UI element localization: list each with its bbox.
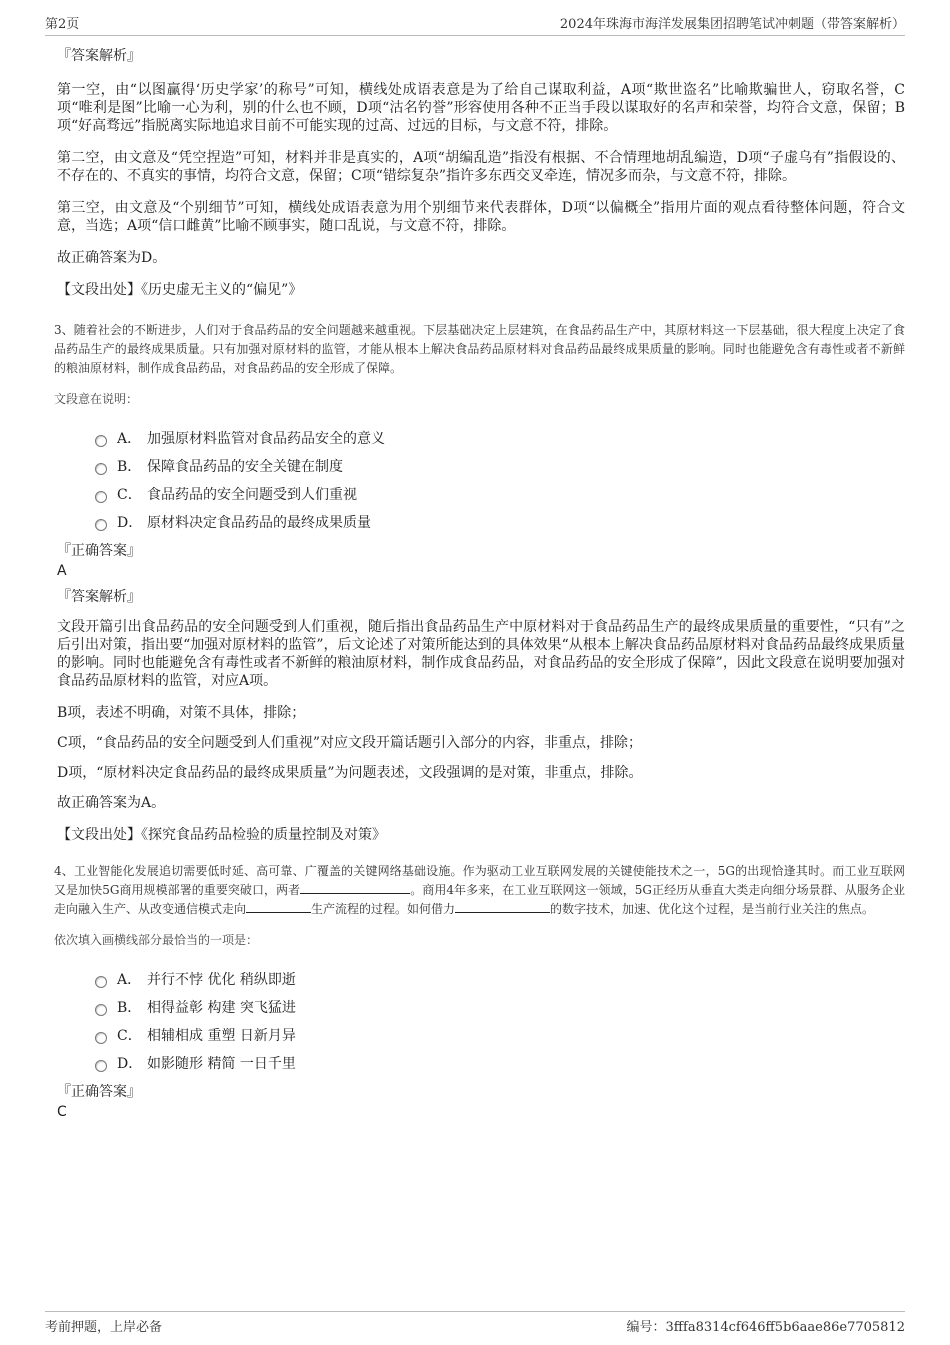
radio-button-icon[interactable] [95, 491, 107, 503]
stem-text: 生产流程的过程。如何借力 [311, 902, 456, 916]
radio-button-icon[interactable] [95, 1032, 107, 1044]
fill-blank-2 [246, 900, 311, 913]
option-text: 加强原材料监管对食品药品安全的意义 [147, 431, 385, 447]
question-prompt: 依次填入画横线部分最恰当的一项是： [54, 933, 259, 947]
analysis-paragraph: 第三空，由文意及“个别细节”可知，横线处成语表意为用个别细节来代表群体，D项“以偏概全”指用片面的观点看待整体问题，符合文意，当选；A项“信口雌黄”比喻不顾事实，随口乱说，与文意不符，排除。 [57, 200, 905, 234]
option-text: 食品药品的安全问题受到人们重视 [147, 487, 357, 503]
final-answer-line: 故正确答案为D。 [57, 250, 167, 266]
analysis-paragraph: 第一空，由“以图赢得‘历史学家’的称号”可知，横线处成语表意是为了给自己谋取利益，A项“欺世盗名”比喻欺骗世人，窃取名誉，C项“唯利是图”比喻一心为利，别的什么也不顾，D项“沽名钓誉”形容使用各种不正当手段以谋取好的名声和荣誉，均符合文意，保留；B项“好高骛远”指脱离实际地追求目前不可能实现的过高、过远的目标，与文意不符，排除。 [57, 82, 905, 134]
option-text: 原材料决定食品药品的最终成果质量 [147, 515, 371, 531]
option-text: 如影随形 精简 一日千里 [147, 1056, 296, 1072]
option-letter: A． [117, 431, 142, 447]
option-list [95, 965, 905, 1077]
option-letter: D． [117, 515, 143, 531]
passage-source: 【文段出处】《历史虚无主义的“偏见”》 [57, 282, 303, 298]
question-stem: 3、随着社会的不断进步，人们对于食品药品的安全问题越来越重视。下层基础决定上层建筑，在食品药品生产中，其原材料这一下层基础，很大程度上决定了食品药品生产的最终成果质量。只有加强对原材料的监管，才能从根本上解决食品药品原材料对食品药品最终成果质量的影响。同时也能避免含有毒性或者不新鲜的粮油原材料，制作成食品药品，对食品药品的安全形成了保障。 [54, 323, 905, 375]
option-a[interactable] [95, 965, 905, 993]
page-header [45, 12, 905, 36]
radio-button-icon[interactable] [95, 1004, 107, 1016]
analysis-heading: 『答案解析』 [57, 48, 141, 64]
fill-blank-3 [455, 900, 550, 913]
correct-answer: A [57, 563, 67, 579]
correct-answer: C [57, 1104, 67, 1120]
page-number: 第2页 [45, 17, 80, 32]
radio-button-icon[interactable] [95, 435, 107, 447]
option-b[interactable] [95, 993, 905, 1021]
stem-text: 的数字技术，加速、优化这个过程，是当前行业关注的焦点。 [550, 902, 875, 916]
option-d[interactable] [95, 508, 905, 536]
option-text: 相辅相成 重塑 日新月异 [147, 1028, 296, 1044]
fill-blank-1 [300, 881, 410, 894]
final-answer-line: 故正确答案为A。 [57, 795, 166, 811]
radio-button-icon[interactable] [95, 463, 107, 475]
passage-source: 【文段出处】《探究食品药品检验的质量控制及对策》 [57, 827, 386, 843]
analysis-paragraph: B项，表述不明确，对策不具体，排除； [57, 705, 306, 721]
option-letter: B． [117, 459, 142, 475]
option-list [95, 424, 905, 536]
radio-button-icon[interactable] [95, 519, 107, 531]
option-letter: D． [117, 1056, 143, 1072]
radio-button-icon[interactable] [95, 1060, 107, 1072]
option-text: 保障食品药品的安全关键在制度 [147, 459, 343, 475]
stem-text: 。商用4年多来，在工业互联网这一领域，5G正经历从垂直大类走向细分场景群、从服务企业走向融入生产、从改变通信模式走向 [54, 883, 906, 916]
option-d[interactable] [95, 1049, 905, 1077]
question-stem [54, 862, 905, 919]
document-id: 编号：3fffa8314cf646ff5b6aae86e7705812 [626, 1320, 905, 1335]
document-title: 2024年珠海市海洋发展集团招聘笔试冲刺题（带答案解析） [559, 17, 905, 32]
correct-answer-heading: 『正确答案』 [57, 543, 141, 559]
option-c[interactable] [95, 480, 905, 508]
page-content [54, 47, 906, 1129]
option-a[interactable] [95, 424, 905, 452]
correct-answer-heading: 『正确答案』 [57, 1084, 141, 1100]
analysis-heading: 『答案解析』 [57, 589, 141, 605]
analysis-paragraph: D项，“原材料决定食品药品的最终成果质量”为问题表述，文段强调的是对策，非重点，排除。 [57, 765, 643, 781]
option-letter: C． [117, 487, 142, 503]
option-text: 相得益彰 构建 突飞猛进 [147, 1000, 296, 1016]
option-b[interactable] [95, 452, 905, 480]
radio-button-icon[interactable] [95, 976, 107, 988]
analysis-paragraph: 文段开篇引出食品药品的安全问题受到人们重视，随后指出食品药品生产中原材料对于食品药品生产的最终成果质量的重要性，“只有”之后引出对策，指出要“加强对原材料的监管”，后文论述了对策所能达到的具体效果“从根本上解决食品药品原材料对食品药品最终成果质量的影响。同时也能避免含有毒性或者不新鲜的粮油原材料，制作成食品药品，对食品药品的安全形成了保障”，因此文段意在说明要加强对食品药品原材料的监管，对应A项。 [57, 619, 905, 689]
question-prompt: 文段意在说明： [54, 392, 139, 406]
footer-slogan: 考前押题，上岸必备 [45, 1320, 163, 1335]
option-c[interactable] [95, 1021, 905, 1049]
analysis-paragraph: C项，“食品药品的安全问题受到人们重视”对应文段开篇话题引入部分的内容，非重点，排除； [57, 735, 643, 751]
option-letter: A． [117, 972, 142, 988]
option-text: 并行不悖 优化 稍纵即逝 [147, 972, 296, 988]
page-footer [45, 1311, 905, 1335]
analysis-paragraph: 第二空，由文意及“凭空捏造”可知，材料并非是真实的，A项“胡编乱造”指没有根据、不合情理地胡乱编造，D项“子虚乌有”指假设的、不存在的、不真实的事情，均符合文意，保留；C项“错综复杂”指许多东西交叉牵连，情况多而杂，与文意不符，排除。 [57, 150, 905, 184]
option-letter: B． [117, 1000, 142, 1016]
stem-text: 4、工业智能化发展追切需要低时延、高可靠、广覆盖的关键网络基础设施。作为驱动工业互联网发展的关键使能技术之一，5G的出现恰逢其时。而工业互联网又是加快5G商用规模部署的重要突破口，两者 [54, 864, 905, 897]
option-letter: C． [117, 1028, 142, 1044]
